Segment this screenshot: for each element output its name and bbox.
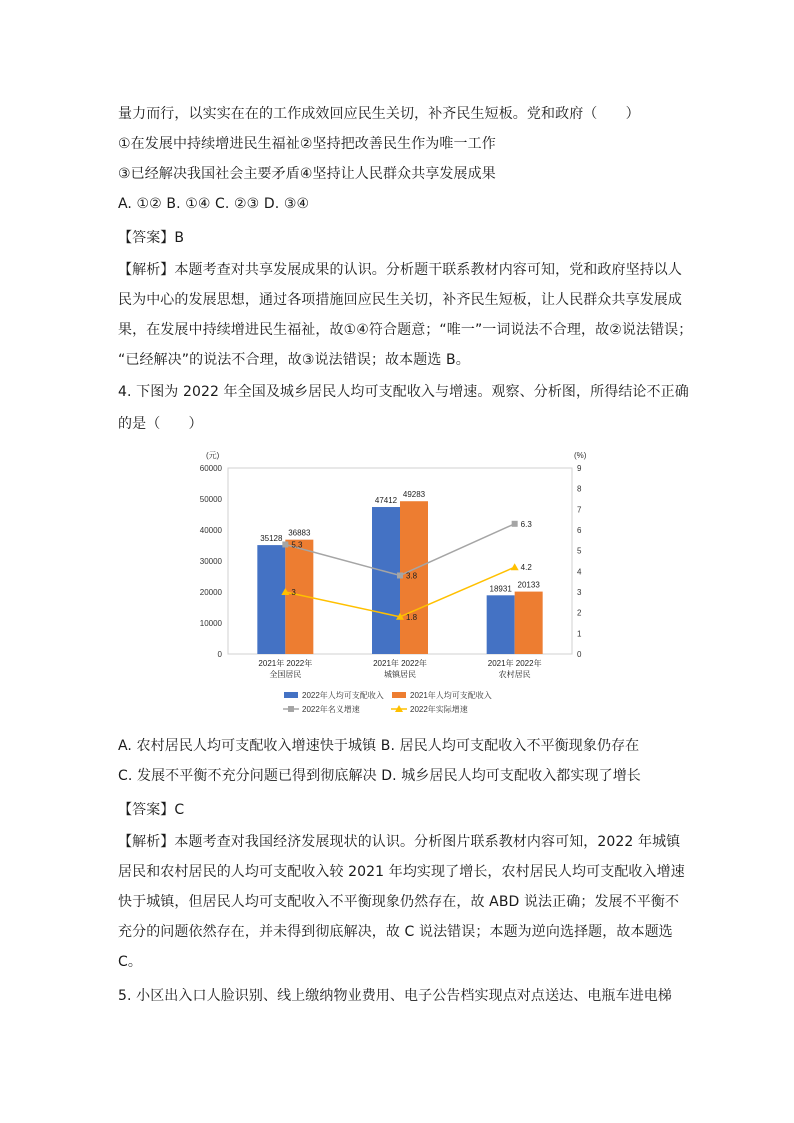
y-right-tick: 6 [577,526,582,535]
text-line: C. 发展不平衡不充分问题已得到彻底解决 D. 城乡居民人均可支配收入都实现了增长 [118,768,641,784]
y-right-tick: 1 [577,629,582,639]
text-line: 【解析】本题考查对共享发展成果的认识。分析题干联系教材内容可知，党和政府坚持以人 [118,262,682,278]
text-line: A. ①② B. ①④ C. ②③ D. ③④ [118,196,310,212]
y-right-tick: 4 [577,567,582,577]
text-line: ③已经解决我国社会主要矛盾④坚持让人民群众共享发展成果 [118,166,496,182]
text-line: 的是（ ） [118,416,203,432]
y-left-tick: 30000 [199,557,222,566]
bar-value-label: 49283 [402,490,426,500]
y-right-tick: 2 [577,608,582,618]
x-sub-label: 2021年 [258,659,285,668]
x-sub-label: 2021年 [373,659,399,668]
text-line: 居民和农村居民的人均可支配收入较 2021 年均实现了增长，农村居民人均可支配收入增速 [118,864,685,880]
growth-value-label: 1.8 [406,612,418,622]
nominal-growth-marker [397,572,403,578]
y-right-tick: 8 [577,484,582,494]
text-line: 【答案】C [118,802,185,818]
y-left-tick: 50000 [199,495,222,504]
bar-value-label: 20133 [517,580,540,590]
nominal-growth-marker [512,521,518,527]
x-sub-label: 2021年 [487,659,514,668]
x-sub-label: 2022年 [515,659,542,668]
text-line: C。 [118,954,142,970]
text-line: A. 农村居民人均可支配收入增速快于城镇 B. 居民人均可支配收入不平衡现象仍存在 [118,738,640,754]
text-line: 快于城镇，但居民人均可支配收入不平衡现象仍然存在，故 ABD 说法正确；发展不平衡不 [118,894,680,910]
y-right-tick: 0 [577,650,582,659]
y-right-tick: 5 [577,546,582,556]
y-left-tick: 10000 [199,619,222,628]
y-right-tick: 9 [577,464,582,473]
text-line: 民为中心的发展思想，通过各项措施回应民生关切，补齐民生短板，让人民群众共享发展成 [118,292,682,308]
legend-label: 2022年人均可支配收入 [302,691,384,700]
text-line: 4. 下图为 2022 年全国及城乡居民人均可支配收入与增速。观察、分析图，所得结论不正确 [118,384,689,400]
text-line: 【解析】本题考查对我国经济发展现状的认识。分析图片联系教材内容可知，2022 年城镇 [118,834,681,850]
y-left-tick: 60000 [199,464,222,473]
text-line: 5. 小区出入口人脸识别、线上缴纳物业费用、电子公告档实现点对点送达、电瓶车进电梯 [118,988,672,1004]
bar-value-label: 35128 [260,534,283,544]
x-category-label: 城镇居民 [384,670,416,679]
legend-swatch [284,692,298,698]
legend-swatch [392,692,406,698]
text-line: 果，在发展中持续增进民生福祉，故①④符合题意；“唯一”一词说法不合理，故②说法错误； [118,322,693,338]
y-left-tick: 0 [217,650,222,659]
bar-value-label: 18931 [489,584,512,594]
x-category-label: 农村居民 [498,670,531,679]
income-chart [180,446,610,726]
bar-income-2021 [515,592,543,654]
growth-value-label: 4.2 [520,563,532,573]
y-right-tick: 7 [577,505,582,515]
legend-marker [288,706,294,712]
text-line: 量力而行，以实实在在的工作成效回应民生关切，补齐民生短板。党和政府（ ） [118,106,640,122]
legend-label: 2021年人均可支配收入 [410,691,492,700]
text-line: 【答案】B [118,230,185,246]
text-line: ①在发展中持续增进民生福祉②坚持把改善民生作为唯一工作 [118,136,496,152]
x-sub-label: 2022年 [401,659,427,668]
growth-value-label: 6.3 [520,519,532,529]
y-left-tick: 40000 [199,526,222,535]
chart-svg [180,446,610,726]
growth-value-label: 5.3 [291,540,303,550]
legend-label: 2022年实际增速 [410,705,468,714]
bar-value-label: 47412 [374,496,398,506]
x-sub-label: 2022年 [286,659,313,668]
bar-income-2022 [487,595,515,654]
y-right-tick: 3 [577,588,582,597]
y-left-unit: (元) [206,451,220,460]
text-line: 充分的问题依然存在，并未得到彻底解决，故 C 说法错误；本题为逆向选择题，故本题选 [118,924,673,940]
text-line: “已经解决”的说法不合理，故③说法错误；故本题选 B。 [118,352,470,368]
nominal-growth-marker [282,541,288,547]
bar-value-label: 36883 [288,528,311,538]
legend-label: 2022年名义增速 [302,705,360,714]
bar-income-2022 [257,545,285,654]
growth-value-label: 3 [291,588,296,597]
bar-income-2022 [372,507,400,654]
y-right-unit: (%) [574,451,587,460]
real-growth-marker [511,563,519,570]
y-left-tick: 20000 [199,588,222,597]
growth-value-label: 3.8 [406,571,418,581]
x-category-label: 全国居民 [269,670,302,679]
